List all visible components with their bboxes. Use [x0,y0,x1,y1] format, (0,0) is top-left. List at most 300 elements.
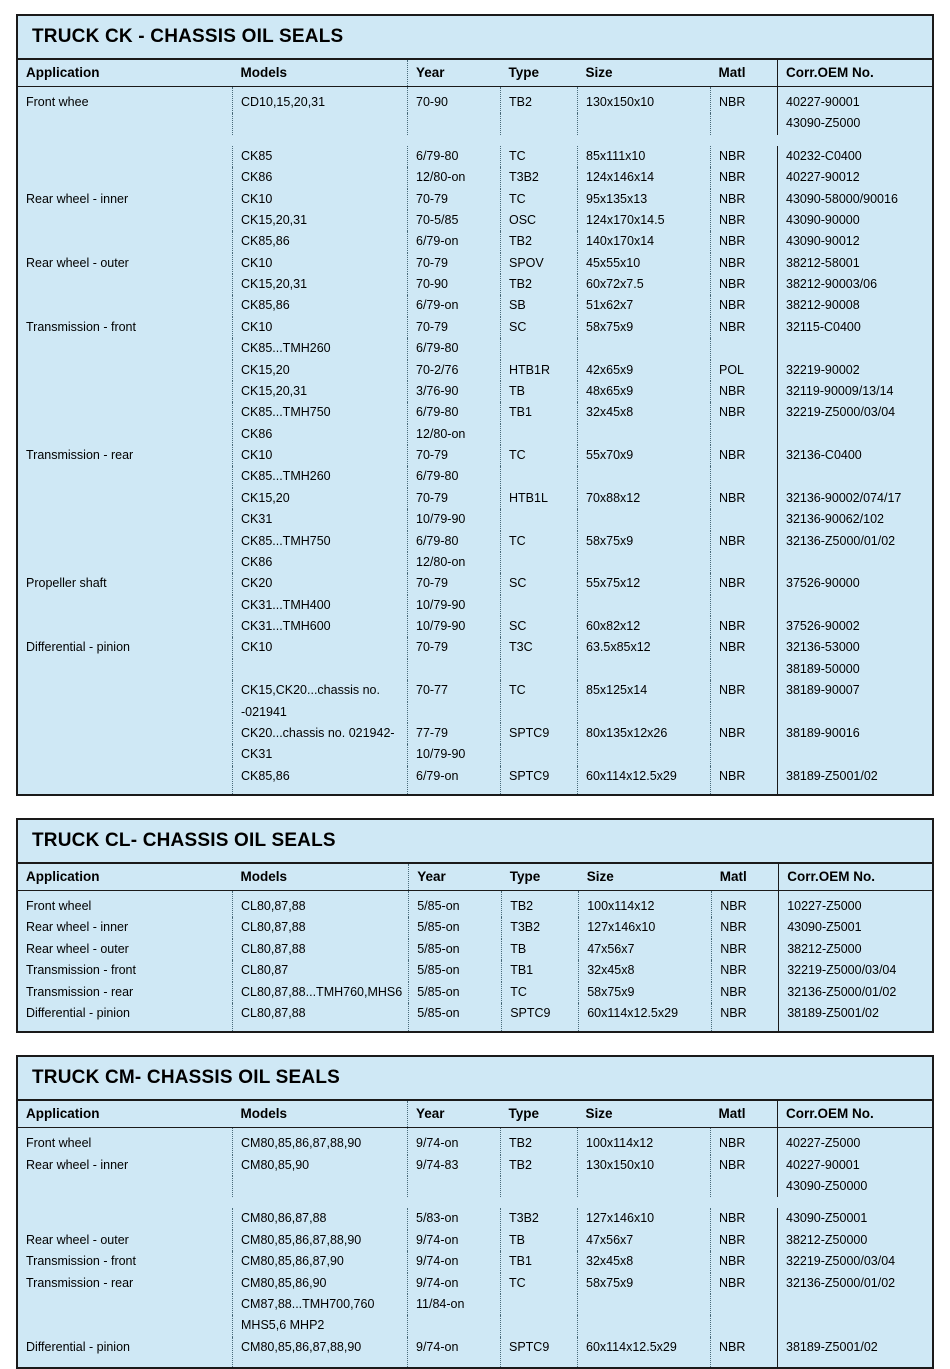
section-title: TRUCK CK - CHASSIS OIL SEALS [18,16,932,60]
cell-type: OSC [501,210,578,231]
cell-size: 32x45x8 [579,960,712,981]
cell-type [501,509,578,530]
cell-app: Differential - pinion [26,1339,130,1354]
cell-type: TB2 [501,87,578,114]
cell-year: 10/79-90 [408,509,501,530]
cell-type: TB [502,939,579,960]
cell-size: 32x45x8 [578,1251,711,1272]
cell-app [18,680,233,701]
cell-year: 6/79-80 [408,402,501,423]
cell-type: SPTC9 [501,766,578,794]
cell-app: Propeller shaft [26,576,107,591]
cell-app [18,1208,233,1229]
cell-app [18,113,233,134]
cell-models: CD10,15,20,31 [233,87,408,114]
cell-matl: NBR [711,1128,778,1155]
cell-year: 70-79 [408,488,501,509]
seals-section [16,818,934,1033]
cell-matl [711,424,778,445]
cell-models: CK10 [233,445,408,466]
cell-app: Transmission - front [26,963,136,978]
section-title: TRUCK CM- CHASSIS OIL SEALS [18,1057,932,1101]
cell-year: 70-5/85 [408,210,501,231]
cell-type: SC [501,573,578,594]
cell-oem: 32119-90009/13/14 [778,381,933,402]
cell-models: CK31 [233,509,408,530]
column-header: Models [233,864,409,891]
cell-matl [711,1294,778,1315]
cell-size: 58x75x9 [578,1273,711,1294]
cell-year [408,659,501,680]
cell-size [578,509,711,530]
cell-matl: NBR [711,680,778,701]
cell-models: CK10 [233,253,408,274]
cell-year: 5/85-on [409,960,502,981]
cell-app [18,146,233,167]
cell-type [501,466,578,487]
cell-app: Transmission - rear [26,448,134,462]
cell-matl: NBR [711,274,778,295]
cell-matl: NBR [712,960,779,981]
cell-matl: NBR [711,445,778,466]
column-header: Type [501,1101,578,1128]
cell-oem [778,1294,933,1315]
cell-year: 9/74-on [408,1230,501,1251]
cell-matl: NBR [711,167,778,188]
cell-matl [711,659,778,680]
cell-app: Rear wheel - outer [26,941,129,956]
table-row [18,146,932,167]
cell-models: CK31...TMH400 [233,595,408,616]
table-row [18,1208,932,1229]
cell-app: Transmission - front [26,1254,136,1269]
table-row [18,113,932,134]
cell-size: 140x170x14 [578,231,711,252]
cell-app [18,295,233,316]
cell-oem [778,338,933,359]
cell-year: 70-77 [408,680,501,701]
cell-matl [711,702,778,723]
cell-oem: 38189-Z5001/02 [778,1337,933,1367]
cell-size: 127x146x10 [579,917,712,938]
cell-models: CM87,88...TMH700,760 [233,1294,408,1315]
cell-size: 60x114x12.5x29 [579,1003,712,1031]
cell-app: Transmission - rear [26,984,134,999]
cell-oem: 32136-53000 [778,637,933,658]
cell-oem: 38212-Z50000 [778,1230,933,1251]
cell-size: 85x111x10 [578,146,711,167]
cell-app: Front wheel [26,1136,92,1151]
column-header: Matl [711,1101,778,1128]
table-row [18,466,932,487]
cell-type [501,1294,578,1315]
cell-app [18,1315,233,1336]
cell-year: 3/76-90 [408,381,501,402]
column-header: Models [233,60,408,87]
cell-oem: 32136-90062/102 [778,509,933,530]
table-row [18,595,932,616]
cell-app [18,552,233,573]
cell-size: 58x75x9 [579,982,712,1003]
cell-models [233,113,408,134]
cell-year: 9/74-83 [408,1155,501,1176]
cell-type: TB2 [501,274,578,295]
table-row [18,167,932,188]
cell-type [501,744,578,765]
cell-size: 60x82x12 [578,616,711,637]
cell-type: TB2 [501,1155,578,1176]
cell-oem [778,424,933,445]
cell-size: 70x88x12 [578,488,711,509]
cell-year [408,702,501,723]
cell-oem: 38189-90016 [778,723,933,744]
cell-oem: 32219-Z5000/03/04 [778,402,933,423]
cell-year: 12/80-on [408,424,501,445]
table-row [18,702,932,723]
cell-models: CK85...TMH260 [233,338,408,359]
cell-matl [711,1176,778,1197]
seals-section [16,14,934,796]
cell-type: TB1 [501,1251,578,1272]
cell-year: 10/79-90 [408,595,501,616]
cell-app [18,766,233,794]
table-row [18,891,932,918]
cell-year: 6/79-80 [408,338,501,359]
cell-models [233,1176,408,1197]
cell-matl: NBR [711,573,778,594]
table-row [18,87,932,114]
cell-matl [711,744,778,765]
table-spacer-row [18,135,932,146]
spacer-cell [18,1197,932,1208]
cell-oem: 38212-90008 [778,295,933,316]
table-header-row [18,60,932,87]
cell-matl: NBR [711,616,778,637]
cell-size [578,1294,711,1315]
cell-type: T3B2 [502,917,579,938]
cell-matl [711,509,778,530]
cell-year: 70-79 [408,445,501,466]
column-header: Type [501,60,578,87]
cell-matl: NBR [711,210,778,231]
table-row [18,1251,932,1272]
cell-size [578,113,711,134]
cell-year: 11/84-on [408,1294,501,1315]
cell-size [578,595,711,616]
cell-matl: NBR [711,402,778,423]
cell-app: Transmission - rear [26,1275,134,1290]
cell-oem: 37526-90000 [778,573,933,594]
cell-type: T3B2 [501,167,578,188]
cell-oem: 32115-C0400 [778,317,933,338]
column-header: Models [233,1101,408,1128]
cell-type: TB2 [501,231,578,252]
cell-type: T3C [501,637,578,658]
cell-size: 51x62x7 [578,295,711,316]
cell-type: TB1 [501,402,578,423]
cell-type: TB [501,381,578,402]
cell-models: CK86 [233,167,408,188]
seals-table [18,1101,932,1367]
cell-app [18,210,233,231]
cell-type [501,552,578,573]
cell-oem: 38212-90003/06 [778,274,933,295]
cell-type: TB1 [502,960,579,981]
cell-matl: NBR [711,87,778,114]
cell-year: 6/79-80 [408,531,501,552]
seals-table [18,60,932,794]
cell-models: CM80,85,86,90 [233,1273,408,1294]
cell-type [501,659,578,680]
column-header: Size [578,60,711,87]
cell-oem [778,466,933,487]
cell-year [408,113,501,134]
cell-size: 47x56x7 [579,939,712,960]
cell-type: HTB1R [501,360,578,381]
cell-year: 9/74-on [408,1273,501,1294]
column-header: Type [502,864,579,891]
seals-section [16,1055,934,1369]
cell-matl: NBR [711,1230,778,1251]
cell-year: 70-2/76 [408,360,501,381]
seals-table [18,864,932,1031]
cell-year: 6/79-80 [408,146,501,167]
cell-oem: 10227-Z5000 [779,891,932,918]
cell-size: 63.5x85x12 [578,637,711,658]
cell-size: 55x70x9 [578,445,711,466]
cell-type: TC [501,680,578,701]
cell-year: 70-90 [408,87,501,114]
cell-oem: 40232-C0400 [778,146,933,167]
cell-size: 48x65x9 [578,381,711,402]
cell-size: 60x72x7.5 [578,274,711,295]
cell-models: CM80,86,87,88 [233,1208,408,1229]
table-wrapper [18,60,932,794]
table-row [18,402,932,423]
cell-oem: 38189-90007 [778,680,933,701]
cell-year: 9/74-on [408,1128,501,1155]
cell-models: CK31 [233,744,408,765]
cell-models: CM80,85,90 [233,1155,408,1176]
cell-matl: NBR [711,1337,778,1367]
cell-models: CK85 [233,146,408,167]
cell-matl: NBR [711,317,778,338]
cell-models: CK20 [233,573,408,594]
cell-app [18,402,233,423]
cell-size [578,466,711,487]
cell-oem: 38189-Z5001/02 [779,1003,932,1031]
table-row [18,637,932,658]
cell-app [18,659,233,680]
cell-oem: 32136-Z5000/01/02 [779,982,932,1003]
table-row [18,1155,932,1176]
table-row [18,210,932,231]
table-row [18,1273,932,1294]
cell-year: 5/85-on [409,982,502,1003]
cell-year: 6/79-on [408,231,501,252]
cell-app: Transmission - front [26,319,136,334]
cell-oem: 38212-58001 [778,253,933,274]
cell-app: Differential - pinion [26,640,130,655]
cell-type: SC [501,317,578,338]
cell-type: SPTC9 [501,1337,578,1367]
cell-app [18,509,233,530]
table-wrapper [18,864,932,1031]
table-row [18,1128,932,1155]
cell-size: 95x135x13 [578,189,711,210]
cell-app [18,381,233,402]
table-row [18,917,932,938]
cell-models: CM80,85,86,87,88,90 [233,1230,408,1251]
cell-matl: POL [711,360,778,381]
cell-type [501,595,578,616]
cell-size: 130x150x10 [578,1155,711,1176]
cell-size: 130x150x10 [578,87,711,114]
cell-type [501,424,578,445]
cell-app: Rear wheel - inner [26,191,129,206]
cell-app: Rear wheel - outer [26,255,129,270]
cell-size: 124x170x14.5 [578,210,711,231]
cell-size: 60x114x12.5x29 [578,1337,711,1367]
table-row [18,531,932,552]
cell-size: 47x56x7 [578,1230,711,1251]
cell-year: 10/79-90 [408,616,501,637]
cell-oem [778,744,933,765]
cell-year: 6/79-on [408,295,501,316]
column-header: Year [408,60,501,87]
cell-size: 32x45x8 [578,402,711,423]
cell-models: CK85...TMH750 [233,402,408,423]
cell-matl: NBR [711,1155,778,1176]
cell-matl: NBR [711,1251,778,1272]
cell-oem: 43090-Z5000 [778,113,933,134]
table-row [18,1294,932,1315]
column-header: Corr.OEM No. [779,864,932,891]
cell-models: CK85...TMH260 [233,466,408,487]
cell-oem: 32219-90002 [778,360,933,381]
cell-matl: NBR [712,917,779,938]
cell-matl: NBR [711,189,778,210]
cell-models: CK85,86 [233,766,408,794]
cell-matl [711,113,778,134]
cell-size: 45x55x10 [578,253,711,274]
table-row [18,424,932,445]
cell-type: TC [501,189,578,210]
cell-size [578,552,711,573]
cell-year: 70-79 [408,317,501,338]
table-row [18,381,932,402]
cell-year [408,1176,501,1197]
cell-matl [711,466,778,487]
table-row [18,360,932,381]
cell-models: CK15,20,31 [233,210,408,231]
table-row [18,189,932,210]
cell-models: CK85,86 [233,295,408,316]
cell-type [501,1176,578,1197]
cell-oem: 40227-90001 [778,87,933,114]
table-row [18,659,932,680]
cell-type: TB [501,1230,578,1251]
cell-oem: 32136-90002/074/17 [778,488,933,509]
cell-size: 100x114x12 [579,891,712,918]
table-row [18,509,932,530]
cell-matl: NBR [711,637,778,658]
cell-size [578,338,711,359]
cell-app [18,595,233,616]
cell-app: Front whee [26,95,89,109]
cell-matl: NBR [711,381,778,402]
cell-year: 5/85-on [409,891,502,918]
cell-models: CL80,87,88 [233,1003,409,1031]
cell-type: TC [501,531,578,552]
cell-oem: 43090-58000/90016 [778,189,933,210]
cell-app [18,231,233,252]
cell-oem [778,1315,933,1336]
table-header-row [18,1101,932,1128]
cell-app [18,1176,233,1197]
cell-type: SPOV [501,253,578,274]
cell-type: SPTC9 [502,1003,579,1031]
cell-size: 58x75x9 [578,317,711,338]
cell-type: SB [501,295,578,316]
table-row [18,982,932,1003]
table-row [18,939,932,960]
cell-app [18,466,233,487]
cell-app [18,167,233,188]
cell-matl: NBR [711,1273,778,1294]
cell-size: 124x146x14 [578,167,711,188]
cell-size: 85x125x14 [578,680,711,701]
cell-matl: NBR [711,146,778,167]
cell-year: 5/85-on [409,939,502,960]
column-header: Application [18,1101,233,1128]
table-row [18,766,932,794]
cell-app [18,424,233,445]
cell-type [501,113,578,134]
table-row [18,231,932,252]
cell-year: 70-90 [408,274,501,295]
table-row [18,573,932,594]
cell-oem: 32136-C0400 [778,445,933,466]
table-row [18,445,932,466]
column-header: Matl [712,864,779,891]
cell-app [18,338,233,359]
cell-size [578,424,711,445]
cell-type [501,702,578,723]
cell-models: CL80,87 [233,960,409,981]
cell-models: CK31...TMH600 [233,616,408,637]
cell-year: 70-79 [408,637,501,658]
cell-matl: NBR [711,1208,778,1229]
table-row [18,1315,932,1336]
cell-oem: 38189-Z5001/02 [778,766,933,794]
cell-matl [711,1315,778,1336]
column-header: Matl [711,60,778,87]
cell-size: 80x135x12x26 [578,723,711,744]
cell-models: CK15,20 [233,360,408,381]
cell-type [501,338,578,359]
cell-models: CK85...TMH750 [233,531,408,552]
cell-year: 77-79 [408,723,501,744]
cell-type: TB2 [501,1128,578,1155]
cell-oem: 40227-90001 [778,1155,933,1176]
cell-app [18,1294,233,1315]
cell-year: 5/85-on [409,917,502,938]
cell-app: Rear wheel - inner [26,1157,129,1172]
cell-oem: 32136-Z5000/01/02 [778,1273,933,1294]
section-title: TRUCK CL- CHASSIS OIL SEALS [18,820,932,864]
cell-year: 9/74-on [408,1251,501,1272]
